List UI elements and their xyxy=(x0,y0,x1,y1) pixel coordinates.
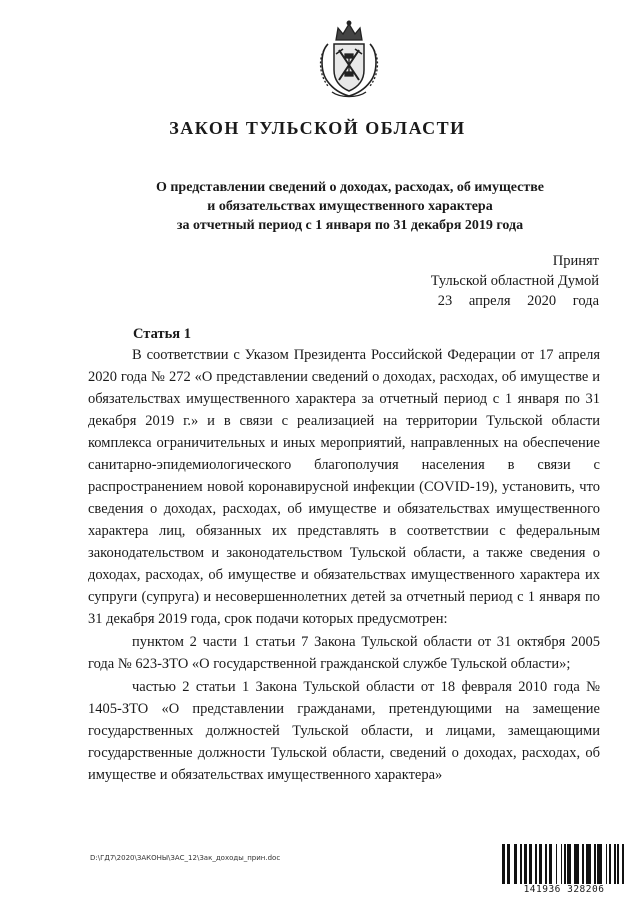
barcode-bar xyxy=(574,844,579,884)
article-paragraph: пунктом 2 части 1 статьи 7 Закона Тульской области от 31 октября 2005 года № 623-ЗТО «О государственной гражданской службе Тульской области»; xyxy=(88,634,600,672)
barcode-bar xyxy=(606,844,608,884)
adoption-block xyxy=(431,251,599,311)
law-subject-line: за отчетный период с 1 января по 31 декабря 2019 года xyxy=(176,218,524,233)
barcode-bar xyxy=(561,844,563,884)
barcode-bar xyxy=(609,844,611,884)
barcode-bar xyxy=(535,844,537,884)
law-subject xyxy=(80,178,620,235)
barcode-number: 141936 328206 xyxy=(523,884,605,895)
barcode-bar xyxy=(567,844,570,884)
barcode-bar xyxy=(614,844,616,884)
barcode-bar xyxy=(586,844,591,884)
barcode-bar xyxy=(549,844,552,884)
barcode-bars xyxy=(502,844,626,884)
barcode-bar xyxy=(545,844,547,884)
barcode-bar xyxy=(582,844,584,884)
law-subject-line: и обязательствах имущественного характера xyxy=(207,199,493,214)
adoption-label: Принят xyxy=(552,253,599,269)
law-title: ЗАКОН ТУЛЬСКОЙ ОБЛАСТИ xyxy=(169,118,466,138)
barcode-bar xyxy=(520,844,522,884)
adoption-date: 23 апреля 2020 года xyxy=(437,293,599,309)
article-paragraph: частью 2 статьи 1 Закона Тульской области от 18 февраля 2010 года № 1405-ЗТО «О представлении гражданами, претендующими на замещение государственных должностей Тульской области, и лицами, замещающими государственные должности Тульской области, сведений о доходах, расходах, об имуществе и обязательствах имущественного характера» xyxy=(88,679,600,783)
barcode-bar xyxy=(529,844,532,884)
barcode-bar xyxy=(507,844,510,884)
barcode-icon xyxy=(502,844,626,896)
adoption-body: Тульской областной Думой xyxy=(430,273,599,289)
article-paragraph: В соответствии с Указом Президента Российской Федерации от 17 апреля 2020 года № 272 «О представлении сведений о доходах, расходах, об имуществе и обязательствах имущественного характера за отчетный период с 1 января по 31 декабря 2019 г.» и в связи с реализацией на территории Тульской области комплекса ограничительных и иных мероприятий, направленных на обеспечение санитарно-эпидемиологического благополучия населения в связи с распространением новой коронавирусной инфекции (COVID-19), установить, что сведения о доходах, расходах, об имуществе и обязательствах имущественного характера лиц, обязанных их представлять в соответствии с федеральным законодательством и законодательством Тульской области, а также сведения о доходах, расходах, об имуществе и обязательствах имущественного характера их супруги (супруга) и несовершеннолетних детей за отчетный период с 1 января по 31 декабря 2019 года, срок подачи которых предусмотрен: xyxy=(88,347,600,627)
barcode-bar xyxy=(617,844,619,884)
article-body xyxy=(88,344,600,786)
barcode-bar xyxy=(514,844,517,884)
barcode-bar xyxy=(524,844,527,884)
barcode-bar xyxy=(594,844,596,884)
article-title: Статья 1 xyxy=(133,326,191,342)
barcode-bar xyxy=(556,844,558,884)
barcode-bar xyxy=(502,844,505,884)
law-subject-line: О представлении сведений о доходах, расходах, об имуществе xyxy=(155,180,545,195)
barcode-bar xyxy=(622,844,624,884)
barcode-bar xyxy=(597,844,602,884)
barcode-bar xyxy=(564,844,566,884)
file-path: D:\ГД7\2020\ЗАКОНЫ\ЗАС_12\Зак_доходы_прин.doc xyxy=(90,854,281,862)
tula-coat-of-arms-icon xyxy=(314,20,384,100)
barcode-bar xyxy=(539,844,542,884)
